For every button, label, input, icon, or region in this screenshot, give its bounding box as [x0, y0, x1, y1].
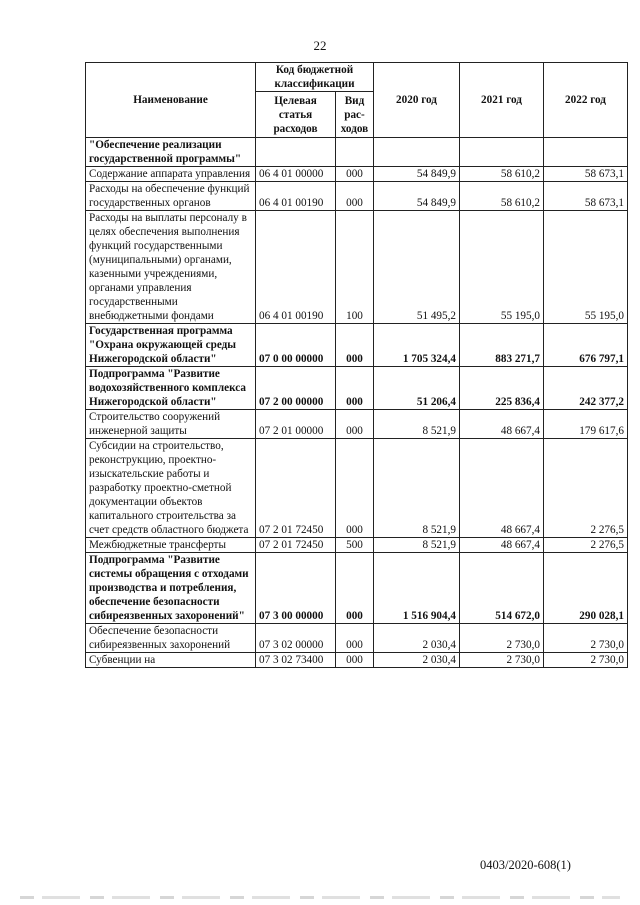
table-row	[86, 653, 628, 668]
row-name: Обеспечение безопасности сибиреязвенных захоронений	[86, 624, 256, 653]
table-row	[86, 538, 628, 553]
row-value-2020: 8 521,9	[374, 538, 460, 553]
document-code: 0403/2020-608(1)	[480, 858, 571, 872]
row-value-2020: 2 030,4	[374, 653, 460, 668]
header-budget-code: Код бюджетной классификации	[256, 63, 374, 92]
table-row	[86, 367, 628, 410]
row-target-code	[256, 138, 336, 167]
row-value-2020: 54 849,9	[374, 167, 460, 182]
row-target-code: 07 2 01 72450	[256, 439, 336, 538]
row-value-2022	[544, 138, 628, 167]
row-value-2021: 58 610,2	[460, 167, 544, 182]
row-name: Межбюджетные трансферты	[86, 538, 256, 553]
row-value-2021: 55 195,0	[460, 211, 544, 324]
row-name: Подпрограмма "Развитие системы обращения с отходами производства и потребления, обеспечение безопасности сибиреязвенных захоронений"	[86, 553, 256, 624]
row-target-code: 07 2 01 00000	[256, 410, 336, 439]
row-value-2020: 51 495,2	[374, 211, 460, 324]
row-value-2022: 2 276,5	[544, 538, 628, 553]
row-expense-kind: 000	[336, 653, 374, 668]
table-row	[86, 553, 628, 624]
row-value-2021: 883 271,7	[460, 324, 544, 367]
row-name: Субсидии на строительство, реконструкцию, проектно-изыскательские работы и разработку проектно-сметной документации объектов капитального строительства за счет средств областного бюджета	[86, 439, 256, 538]
row-expense-kind: 000	[336, 439, 374, 538]
row-name: Расходы на выплаты персоналу в целях обеспечения выполнения функций государственными (муниципальными) органами, казенными учреждениями, органами управления государственными внебюджетными фондами	[86, 211, 256, 324]
row-value-2020	[374, 138, 460, 167]
row-expense-kind: 000	[336, 553, 374, 624]
row-expense-kind: 000	[336, 182, 374, 211]
row-value-2022: 2 730,0	[544, 624, 628, 653]
row-value-2022: 58 673,1	[544, 182, 628, 211]
row-expense-kind: 500	[336, 538, 374, 553]
row-target-code: 07 2 01 72450	[256, 538, 336, 553]
row-target-code: 07 3 02 00000	[256, 624, 336, 653]
table-row	[86, 439, 628, 538]
row-value-2021: 48 667,4	[460, 538, 544, 553]
table-row	[86, 182, 628, 211]
row-expense-kind	[336, 138, 374, 167]
row-value-2022: 55 195,0	[544, 211, 628, 324]
row-name: Субвенции на	[86, 653, 256, 668]
row-value-2022: 2 276,5	[544, 439, 628, 538]
row-value-2021: 2 730,0	[460, 653, 544, 668]
row-value-2022: 242 377,2	[544, 367, 628, 410]
row-value-2021: 58 610,2	[460, 182, 544, 211]
table-row	[86, 211, 628, 324]
row-value-2021: 48 667,4	[460, 410, 544, 439]
row-target-code: 07 0 00 00000	[256, 324, 336, 367]
row-expense-kind: 000	[336, 367, 374, 410]
table-row	[86, 324, 628, 367]
row-value-2020: 1 516 904,4	[374, 553, 460, 624]
row-expense-kind: 000	[336, 167, 374, 182]
row-value-2020: 51 206,4	[374, 367, 460, 410]
row-expense-kind: 100	[336, 211, 374, 324]
header-expense-kind: Вид рас-ходов	[336, 92, 374, 138]
header-2022: 2022 год	[544, 63, 628, 138]
row-value-2020: 8 521,9	[374, 439, 460, 538]
header-2021: 2021 год	[460, 63, 544, 138]
row-target-code: 07 3 00 00000	[256, 553, 336, 624]
row-target-code: 06 4 01 00190	[256, 182, 336, 211]
row-name: "Обеспечение реализации государственной программы"	[86, 138, 256, 167]
row-name: Строительство сооружений инженерной защиты	[86, 410, 256, 439]
row-value-2022: 676 797,1	[544, 324, 628, 367]
row-target-code: 06 4 01 00190	[256, 211, 336, 324]
row-target-code: 07 3 02 73400	[256, 653, 336, 668]
row-name: Расходы на обеспечение функций государственных органов	[86, 182, 256, 211]
row-value-2020: 54 849,9	[374, 182, 460, 211]
row-value-2021	[460, 138, 544, 167]
row-target-code: 07 2 00 00000	[256, 367, 336, 410]
row-name: Государственная программа "Охрана окружающей среды Нижегородской области"	[86, 324, 256, 367]
scan-artifact	[20, 896, 620, 899]
table-row	[86, 624, 628, 653]
row-value-2020: 1 705 324,4	[374, 324, 460, 367]
header-target-item: Целевая статья расходов	[256, 92, 336, 138]
row-value-2021: 225 836,4	[460, 367, 544, 410]
row-name: Содержание аппарата управления	[86, 167, 256, 182]
header-name: Наименование	[86, 63, 256, 138]
row-value-2020: 8 521,9	[374, 410, 460, 439]
row-expense-kind: 000	[336, 624, 374, 653]
row-expense-kind: 000	[336, 410, 374, 439]
row-expense-kind: 000	[336, 324, 374, 367]
row-value-2021: 48 667,4	[460, 439, 544, 538]
table-row	[86, 167, 628, 182]
header-2020: 2020 год	[374, 63, 460, 138]
row-value-2021: 2 730,0	[460, 624, 544, 653]
row-value-2021: 514 672,0	[460, 553, 544, 624]
row-value-2020: 2 030,4	[374, 624, 460, 653]
table-row	[86, 410, 628, 439]
row-name: Подпрограмма "Развитие водохозяйственного комплекса Нижегородской области"	[86, 367, 256, 410]
page-number: 22	[313, 38, 327, 53]
budget-table	[85, 62, 628, 668]
row-value-2022: 179 617,6	[544, 410, 628, 439]
row-target-code: 06 4 01 00000	[256, 167, 336, 182]
row-value-2022: 290 028,1	[544, 553, 628, 624]
table-row	[86, 138, 628, 167]
row-value-2022: 58 673,1	[544, 167, 628, 182]
row-value-2022: 2 730,0	[544, 653, 628, 668]
